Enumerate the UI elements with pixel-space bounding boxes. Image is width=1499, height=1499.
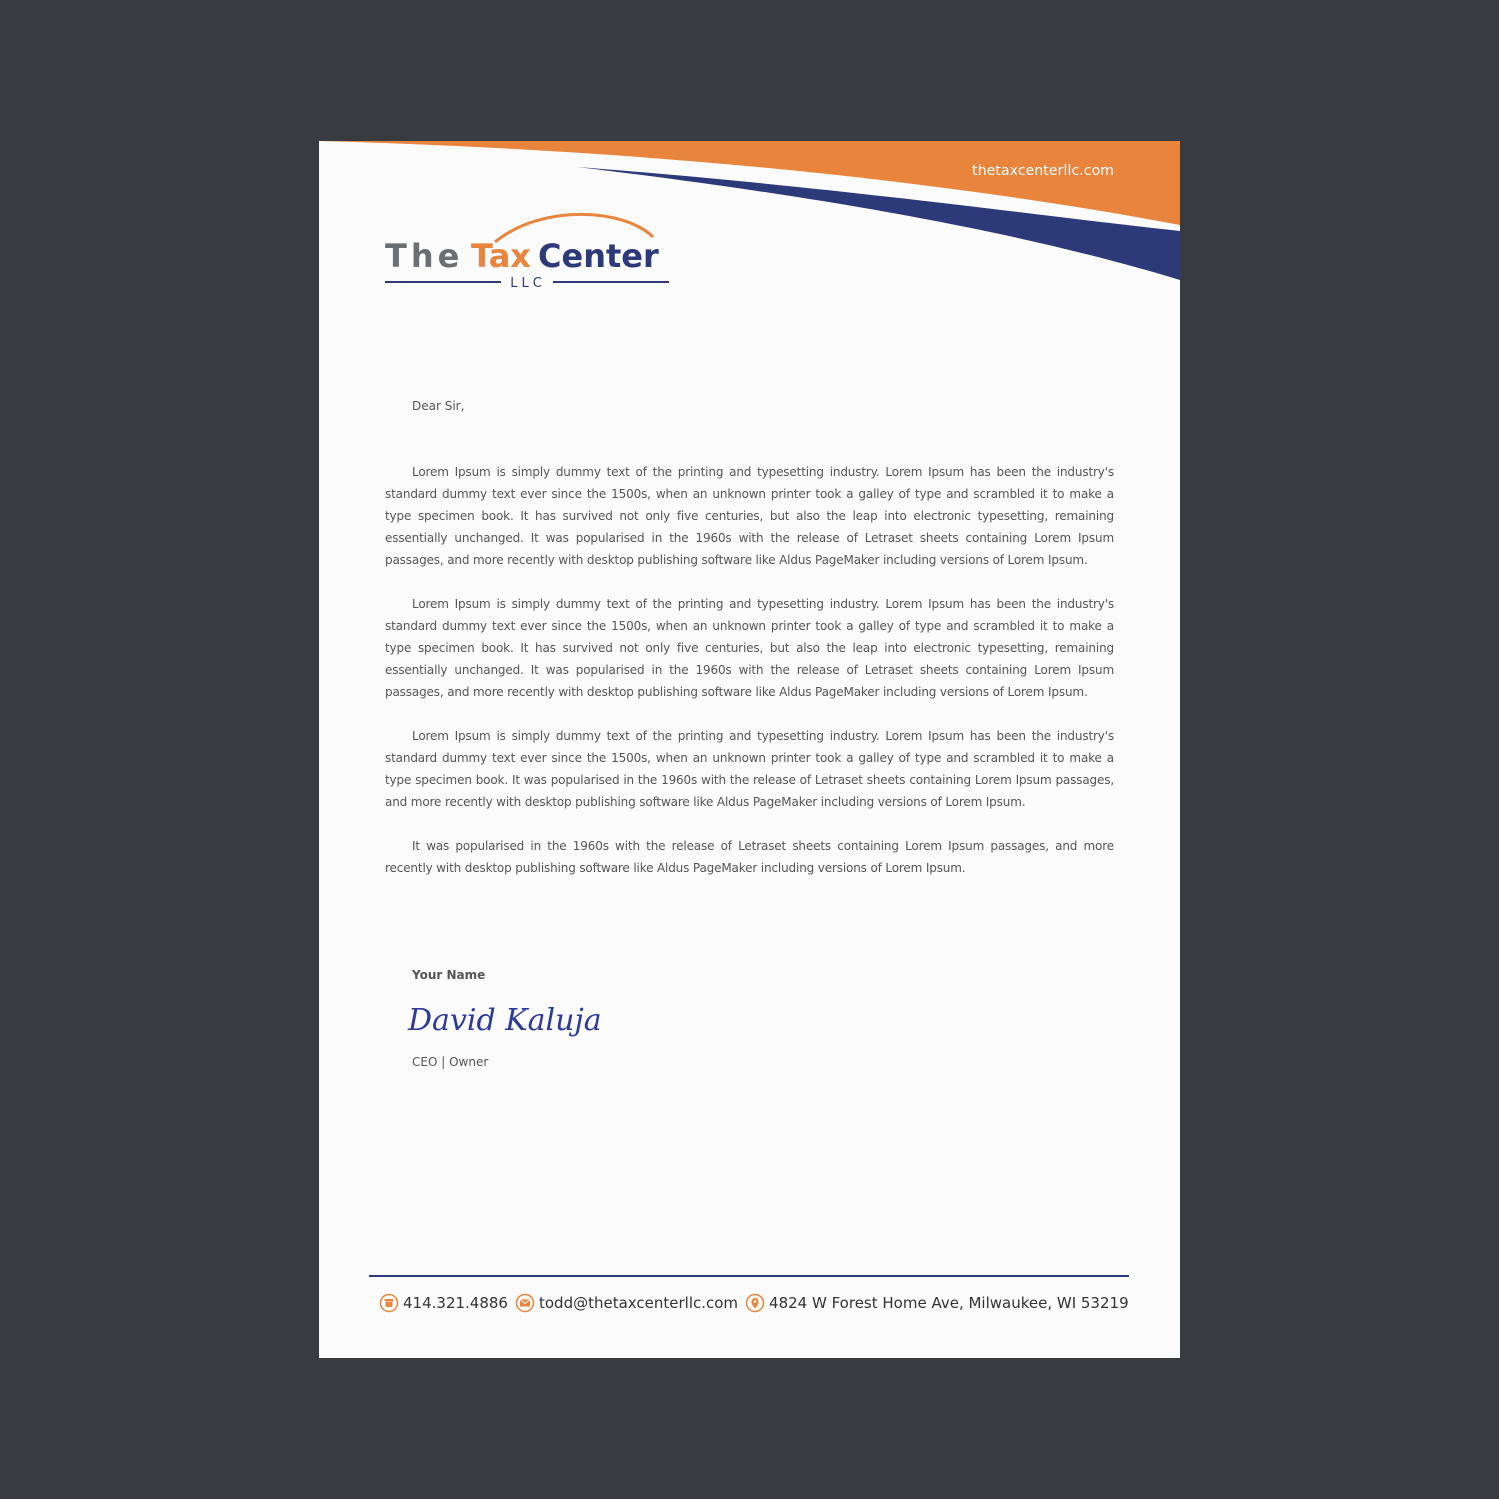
paragraph-4: It was popularised in the 1960s with the release of Letraset sheets containing Lorem Ipsum passages, and more recently with desktop publishing software like Aldus PageMaker including versions of Lorem Ipsum. bbox=[385, 839, 1114, 875]
footer-phone-text[interactable]: 414.321.4886 bbox=[403, 1294, 508, 1312]
paragraph-3: Lorem Ipsum is simply dummy text of the printing and typesetting industry. Lorem Ipsum has been the industry's standard dummy text ever since the 1500s, when an unknown printer took a galley of type and scrambled it to make a type specimen book. It was popularised in the 1960s with the release of Letraset sheets containing Lorem Ipsum passages, and more recently with desktop publishing software like Aldus PageMaker including versions of Lorem Ipsum. bbox=[385, 729, 1114, 809]
logo-center: Center bbox=[538, 237, 659, 275]
footer-email bbox=[515, 1293, 738, 1313]
footer-address bbox=[745, 1293, 1129, 1313]
logo-llc: LLC bbox=[510, 276, 546, 291]
logo-tax: Tax bbox=[471, 237, 531, 275]
location-pin-icon bbox=[745, 1293, 765, 1313]
footer-address-text: 4824 W Forest Home Ave, Milwaukee, WI 53219 bbox=[769, 1294, 1129, 1312]
paragraph-1: Lorem Ipsum is simply dummy text of the printing and typesetting industry. Lorem Ipsum has been the industry's standard dummy text ever since the 1500s, when an unknown printer took a galley of type and scrambled it to make a type specimen book. It has survived not only five centuries, but also the leap into electronic typesetting, remaining essentially unchanged. It was popularised in the 1960s with the release of Letraset sheets containing Lorem Ipsum passages, and more recently with desktop publishing software like Aldus PageMaker including versions of Lorem Ipsum. bbox=[385, 465, 1114, 567]
signatory-label: Your Name bbox=[412, 968, 486, 982]
signature-text: David Kaluja bbox=[408, 1003, 602, 1038]
header-website: thetaxcenterllc.com bbox=[972, 163, 1114, 179]
letterhead-sheet bbox=[319, 141, 1180, 1358]
signatory-title: CEO | Owner bbox=[412, 1055, 489, 1069]
footer-email-text[interactable]: todd@thetaxcenterllc.com bbox=[538, 1294, 739, 1312]
signature bbox=[404, 988, 634, 1048]
envelope-icon bbox=[515, 1293, 535, 1313]
footer-divider bbox=[369, 1275, 1129, 1277]
footer-contact bbox=[379, 1291, 1139, 1315]
footer-phone bbox=[379, 1293, 508, 1313]
company-logo bbox=[383, 211, 673, 291]
salutation: Dear Sir, bbox=[412, 399, 465, 413]
phone-icon bbox=[379, 1293, 399, 1313]
paragraph-2: Lorem Ipsum is simply dummy text of the printing and typesetting industry. Lorem Ipsum has been the industry's standard dummy text ever since the 1500s, when an unknown printer took a galley of type and scrambled it to make a type specimen book. It has survived not only five centuries, but also the leap into electronic typesetting, remaining essentially unchanged. It was popularised in the 1960s with the release of Letraset sheets containing Lorem Ipsum passages, and more recently with desktop publishing software like Aldus PageMaker including versions of Lorem Ipsum. bbox=[385, 597, 1114, 699]
letter-body bbox=[385, 461, 1114, 901]
logo-the: The bbox=[385, 237, 464, 275]
